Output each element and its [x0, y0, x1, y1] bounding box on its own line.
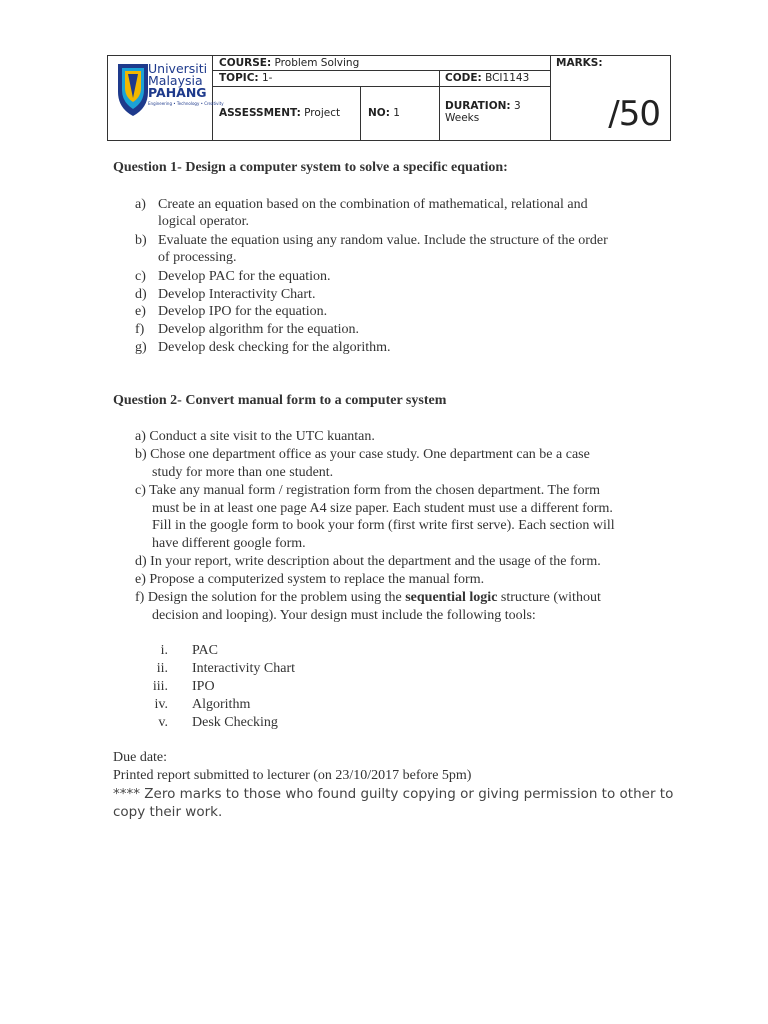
q2-item-c-cont-3: have different google form. [152, 536, 306, 551]
tool-numeral: v. [158, 715, 168, 730]
tool-name: PAC [192, 643, 218, 658]
tool-name: IPO [192, 679, 215, 694]
marks-label: MARKS: [556, 57, 603, 69]
question-2-title: Question 2- Convert manual form to a computer system [113, 393, 447, 408]
q1-item-text: Develop PAC for the equation. [158, 269, 331, 284]
q1-item-label: e) [135, 304, 146, 319]
q2-item-d: d) In your report, write description about the department and the usage of the form. [135, 554, 601, 569]
q2-item-f: f) Design the solution for the problem using the sequential logic structure (without [135, 590, 601, 605]
q2-item-c-cont-1: must be in at least one page A4 size paper. Each student must use a different form. [152, 501, 613, 516]
warning-line-1: **** Zero marks to those who found guilty copying or giving permission to other to [113, 786, 674, 802]
header-table [107, 55, 671, 141]
code-cell: CODE: BCI1143 [445, 72, 530, 84]
q1-item-text: Create an equation based on the combination of mathematical, relational and [158, 197, 588, 212]
q1-item-label: f) [135, 322, 145, 337]
q2-item-f-cont: decision and looping). Your design must include the following tools: [152, 608, 536, 623]
tool-numeral: i. [160, 643, 168, 658]
q1-item-label: b) [135, 233, 147, 248]
tool-name: Algorithm [192, 697, 251, 712]
tool-numeral: ii. [156, 661, 168, 676]
course-cell: COURSE: Problem Solving [219, 57, 360, 69]
topic-cell: TOPIC: 1- [219, 72, 273, 84]
q1-item-text: Evaluate the equation using any random value. Include the structure of the order [158, 233, 608, 248]
logo-tagline: Engineering • Technology • Creativity [148, 101, 224, 106]
q2-item-a: a) Conduct a site visit to the UTC kuantan. [135, 429, 375, 444]
duration-cell: DURATION: 3 Weeks [445, 100, 521, 124]
q1-item-text: of processing. [158, 250, 237, 265]
q2-item-c-cont-2: Fill in the google form to book your form (first write first serve). Each section will [152, 518, 615, 533]
q2-item-c: c) Take any manual form / registration form from the chosen department. The form [135, 483, 601, 498]
warning-line-2: copy their work. [113, 804, 223, 820]
q1-item-label: a) [135, 197, 146, 212]
marks-total: /50 [608, 94, 660, 134]
q1-item-label: d) [135, 287, 147, 302]
tool-name: Interactivity Chart [192, 661, 296, 676]
q1-item-text: Develop Interactivity Chart. [158, 287, 316, 302]
q1-item-text: Develop IPO for the equation. [158, 304, 328, 319]
question-1-title: Question 1- Design a computer system to solve a specific equation: [113, 160, 508, 175]
q1-item-text: logical operator. [158, 214, 249, 229]
q1-item-label: g) [135, 340, 147, 355]
number-cell: NO: 1 [368, 107, 400, 119]
tool-name: Desk Checking [192, 715, 278, 730]
tool-numeral: iii. [152, 679, 168, 694]
q2-item-b-cont: study for more than one student. [152, 465, 334, 480]
tool-numeral: iv. [154, 697, 168, 712]
logo-wordmark: Universiti Malaysia PAHANG [148, 61, 208, 100]
q2-item-b: b) Chose one department office as your case study. One department can be a case [135, 447, 590, 462]
q2-item-e: e) Propose a computerized system to replace the manual form. [135, 572, 485, 587]
due-date-printed: Printed report submitted to lecturer (on 23/10/2017 before 5pm) [113, 768, 472, 783]
shield-logo-icon [116, 62, 150, 118]
q1-item-text: Develop desk checking for the algorithm. [158, 340, 391, 355]
q1-item-label: c) [135, 269, 146, 284]
q1-item-text: Develop algorithm for the equation. [158, 322, 359, 337]
assessment-cell: ASSESSMENT: Project [219, 107, 341, 119]
due-date-label: Due date: [113, 750, 168, 765]
